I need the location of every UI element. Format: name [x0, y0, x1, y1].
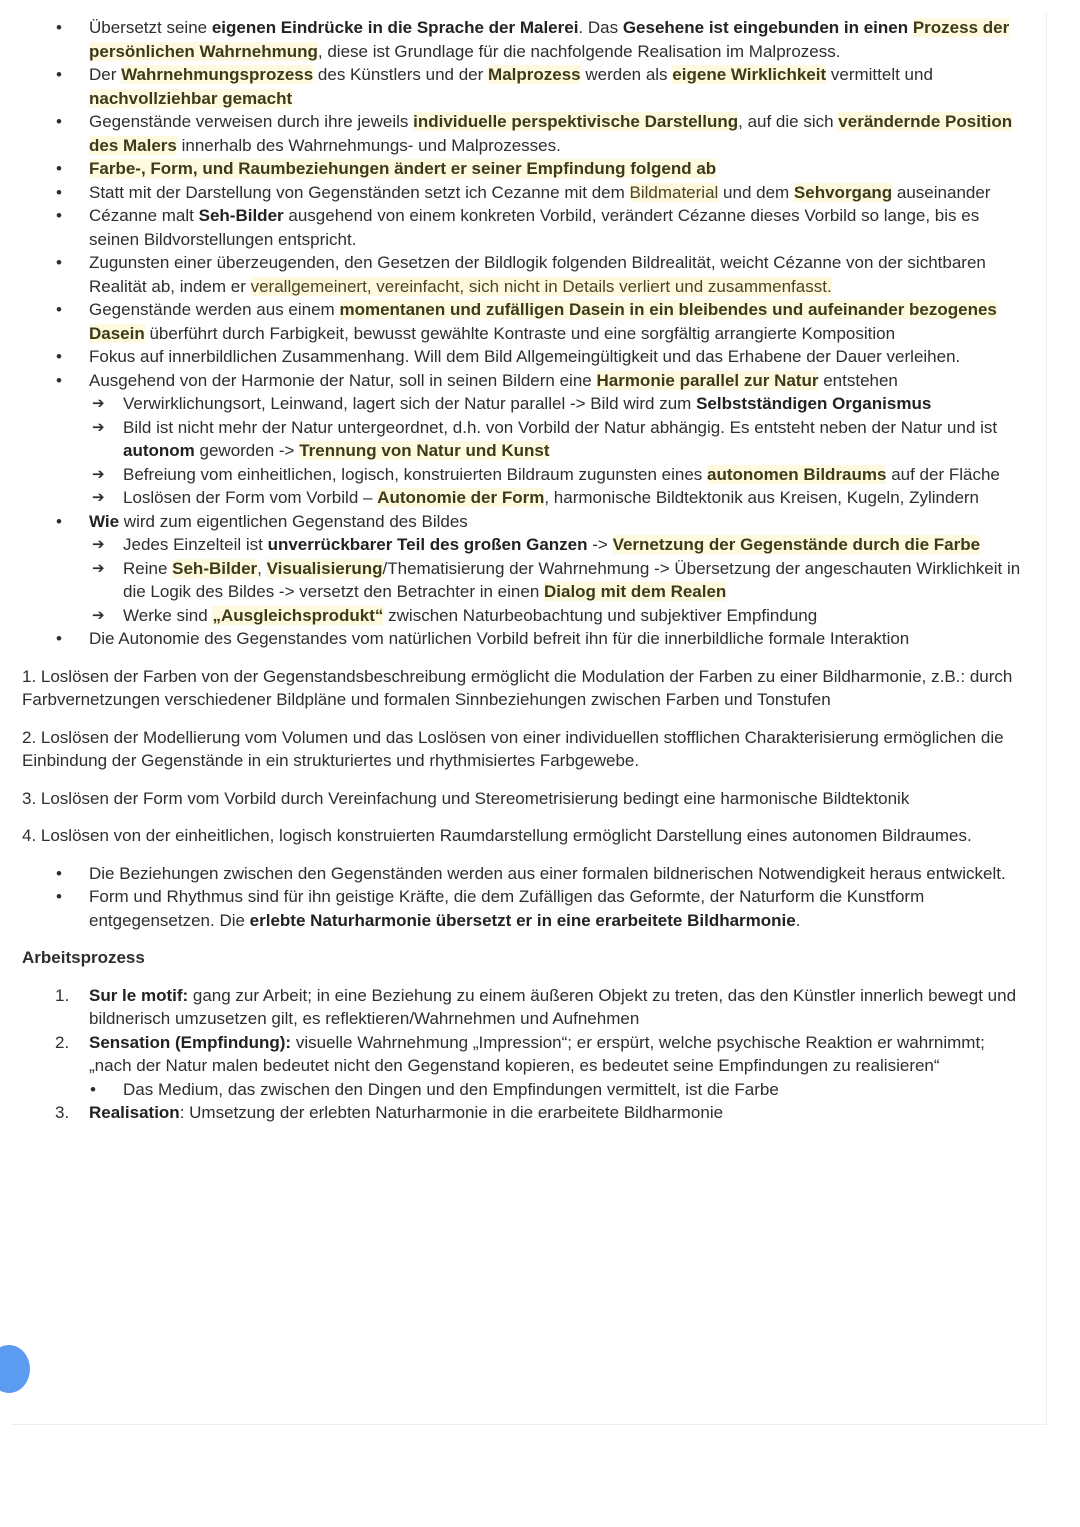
text-run: auseinander — [892, 182, 991, 202]
highlighted-text: Vernetzung der Gegenstände durch die Farbe — [612, 535, 981, 554]
arrow-list-item — [22, 533, 1022, 557]
text-run: Bild ist nicht mehr der Natur untergeordnet, d.h. von Vorbild der Natur abhängig. Es entsteht neben der Natur und ist — [123, 417, 998, 437]
highlighted-text: Visualisierung — [266, 558, 383, 578]
list-item — [22, 16, 1022, 63]
text-run: und dem — [718, 182, 794, 202]
text-run: , harmonische Bildtektonik aus Kreisen, Kugeln, Zylindern — [544, 488, 980, 507]
text-run: Fokus auf innerbildlichen Zusammenhang. Will dem Bild Allgemeingültigkeit und das Erhabene der Dauer verleihen. — [89, 347, 961, 366]
text-run: Ausgehend von der Harmonie der Natur, soll in seinen Bildern eine — [89, 370, 597, 390]
text-run: , auf die sich — [738, 112, 839, 131]
text-run: /Thematisierung der Wahrnehmung -> Übersetzung der angeschauten Wirklichkeit in die Logik des Bildes -> versetzt den Betrachter in einen — [123, 558, 1021, 601]
arrow-list-item — [22, 416, 1022, 463]
list-item — [22, 181, 1022, 205]
list-item — [22, 157, 1022, 181]
text-run: -> — [587, 535, 613, 554]
text-run: . — [795, 910, 801, 930]
list-item — [22, 862, 1022, 886]
list-item — [22, 1101, 1022, 1125]
text-run: Form und Rhythmus sind für ihn geistige Kräfte, die dem Zufälligen das Geformte, der Naturform die Kunstform entgegensetzen. Die — [89, 887, 925, 930]
bold-text: erlebte Naturharmonie übersetzt er in eine erarbeitete Bildharmonie — [249, 910, 796, 930]
text-run: des Künstlers und der — [313, 65, 489, 84]
list-item — [22, 63, 1022, 110]
highlighted-text: Wahrnehmungsprozess — [121, 65, 314, 84]
bold-text: Gesehene ist eingebunden in einen — [622, 18, 913, 37]
text-run: , — [257, 558, 267, 578]
list-number: 3. — [55, 1103, 70, 1122]
list-item — [22, 984, 1022, 1031]
text-run: Jedes Einzelteil ist — [123, 535, 268, 554]
text-run: überführt durch Farbigkeit, bewusst gewählte Kontraste und eine sorgfältig arrangierte Komposition — [144, 323, 896, 343]
bold-text: Seh-Bilder — [198, 206, 284, 225]
text-run: vermittelt und — [826, 65, 933, 84]
highlighted-text: Prozess der persönlichen Wahrnehmung — [89, 18, 1010, 61]
bold-text: unverrückbarer Teil des großen Ganzen — [267, 535, 588, 554]
list-item — [22, 510, 1022, 534]
list-item — [22, 110, 1022, 157]
text-run: Die Beziehungen zwischen den Gegenständen werden aus einer formalen bildnerischen Notwendigkeit heraus entwickelt. — [89, 863, 1006, 883]
highlighted-text: Seh-Bilder — [172, 558, 258, 578]
bold-text: Wie — [89, 511, 120, 531]
text-run: , diese ist Grundlage für die nachfolgende Realisation im Malprozess. — [317, 41, 841, 61]
highlighted-text: Harmonie parallel zur Natur — [596, 370, 819, 390]
bullet-list-main — [22, 16, 1022, 651]
highlighted-text: Bildmaterial — [629, 182, 719, 202]
text-run: Statt mit der Darstellung von Gegenständen setzt ich Cezanne mit dem — [89, 182, 630, 202]
highlighted-text: autonomen Bildraums — [707, 464, 887, 484]
bold-text: autonom — [123, 441, 195, 460]
text-run: Gegenstände werden aus einem — [89, 300, 340, 319]
text-run: innerhalb des Wahrnehmungs- und Malprozesses. — [176, 135, 561, 155]
section-heading: Arbeitsprozess — [22, 948, 145, 967]
document-page — [12, 12, 1047, 1425]
bold-text: Sur le motif: — [89, 985, 189, 1005]
highlighted-text: Sehvorgang — [793, 182, 893, 202]
text-run: gang zur Arbeit; in eine Beziehung zu einem äußeren Objekt zu treten, das den Künstler innerlich bewegt und bildnerisch umzusetzen gilt, es reflektieren/Wahrnehmen und Aufnehmen — [89, 985, 1017, 1028]
bold-text: eigenen Eindrücke in die Sprache der Malerei — [211, 18, 579, 37]
text-run: . Das — [578, 18, 623, 37]
text-run: Cézanne malt — [89, 206, 199, 225]
text-run: entstehen — [818, 370, 898, 390]
highlighted-text: Autonomie der Form — [377, 488, 545, 507]
highlighted-text: verallgemeinert, vereinfacht, sich nicht in Details verliert und zusammenfasst. — [250, 276, 832, 296]
text-run: wird zum eigentlichen Gegenstand des Bildes — [119, 511, 468, 531]
arrow-list-item — [22, 557, 1022, 604]
numbered-paragraph: 1. Loslösen der Farben von der Gegenstandsbeschreibung ermöglicht die Modulation der Farben zu einer Bildharmonie, z.B.: durch Farbvernetzungen verschiedener Bildpläne und formalen Sinnbeziehungen zwischen Farben und Tonstufen — [22, 666, 1013, 709]
list-item — [22, 369, 1022, 393]
text-run: Zugunsten einer überzeugenden, den Gesetzen der Bildlogik folgenden Bildrealität, weicht Cézanne von der sichtbaren Realität ab, indem er — [89, 253, 986, 296]
arrow-list-item — [22, 604, 1022, 628]
numbered-paragraph: 3. Loslösen der Form vom Vorbild durch Vereinfachung und Stereometrisierung bedingt eine harmonische Bildtektonik — [22, 788, 910, 808]
numbered-paragraphs — [22, 665, 1022, 848]
highlighted-text: eigene Wirklichkeit — [672, 65, 827, 84]
highlighted-text: Malprozess — [488, 65, 581, 84]
highlighted-text: „Ausgleichsprodukt“ — [212, 605, 384, 625]
document-content — [22, 16, 1022, 1125]
text-run: Reine — [123, 558, 173, 578]
list-item — [22, 1078, 1022, 1102]
text-run: visuelle Wahrnehmung „Impression“; er erspürt, welche psychische Reaktion er wahrnimmt; „nach der Natur malen bedeutet nicht den Gegenstand kopieren, es bedeutet seine Empfindungen zu realisieren“ — [89, 1032, 985, 1075]
list-item — [22, 627, 1022, 651]
text-run: ausgehend von einem konkreten Vorbild, verändert Cézanne dieses Vorbild so lange, bis es seinen Bildvorstellungen entspricht. — [89, 206, 980, 249]
numbered-paragraph: 4. Loslösen von der einheitlichen, logisch konstruierten Raumdarstellung ermöglicht Darstellung eines autonomen Bildraumes. — [22, 826, 972, 845]
text-run: Die Autonomie des Gegenstandes vom natürlichen Vorbild befreit ihn für die innerbildliche formale Interaktion — [89, 629, 910, 648]
highlighted-text: Dialog mit dem Realen — [544, 582, 727, 601]
text-run: Das Medium, das zwischen den Dingen und den Empfindungen vermittelt, ist die Farbe — [123, 1079, 779, 1099]
text-run: Befreiung vom einheitlichen, logisch, konstruierten Bildraum zugunsten eines — [123, 464, 707, 484]
text-run: Verwirklichungsort, Leinwand, lagert sich der Natur parallel -> Bild wird zum — [123, 394, 697, 413]
list-number: 1. — [55, 985, 70, 1005]
list-item — [22, 298, 1022, 345]
list-item — [22, 251, 1022, 298]
highlighted-text: verändernde Position des Malers — [89, 112, 1013, 155]
highlighted-text: momentanen und zufälligen Dasein in ein bleibendes und aufeinander bezogenes Dasein — [89, 300, 997, 343]
arrow-list-item — [22, 486, 1022, 510]
bold-text: Selbstständigen Organismus — [696, 394, 932, 413]
text-run: auf der Fläche — [886, 464, 1000, 484]
text-run: Gegenstände verweisen durch ihre jeweils — [89, 112, 414, 131]
text-run: Loslösen der Form vom Vorbild – — [123, 488, 378, 507]
process-list — [22, 984, 1022, 1125]
text-run: zwischen Naturbeobachtung und subjektiver Empfindung — [383, 605, 818, 625]
highlighted-text: nachvollziehbar gemacht — [89, 88, 293, 108]
bold-text: Realisation — [89, 1103, 180, 1122]
arrow-list-item — [22, 392, 1022, 416]
text-run: Übersetzt seine — [89, 18, 212, 37]
list-number: 2. — [55, 1032, 70, 1052]
arrow-list-item — [22, 463, 1022, 487]
list-item — [22, 204, 1022, 251]
text-run: geworden -> — [194, 441, 300, 460]
text-run: : Umsetzung der erlebten Naturharmonie in die erarbeitete Bildharmonie — [179, 1103, 724, 1122]
bold-text: Sensation (Empfindung): — [89, 1032, 292, 1052]
bullet-list-secondary — [22, 862, 1022, 933]
highlighted-text: Trennung von Natur und Kunst — [299, 441, 550, 460]
text-run: werden als — [580, 65, 673, 84]
list-item — [22, 885, 1022, 932]
list-item — [22, 1031, 1022, 1078]
numbered-paragraph: 2. Loslösen der Modellierung vom Volumen und das Loslösen von einer individuellen stofflichen Charakterisierung ermöglichen die Einbindung der Gegenstände in ein strukturiertes und rhythmisiertes Farbgewebe. — [22, 727, 1004, 770]
list-item — [22, 345, 1022, 369]
highlighted-text: Farbe-, Form, und Raumbeziehungen ändert er seiner Empfindung folgend ab — [89, 159, 717, 178]
text-run: Der — [89, 65, 122, 84]
text-run: Werke sind — [123, 605, 213, 625]
highlighted-text: individuelle perspektivische Darstellung — [413, 112, 739, 131]
